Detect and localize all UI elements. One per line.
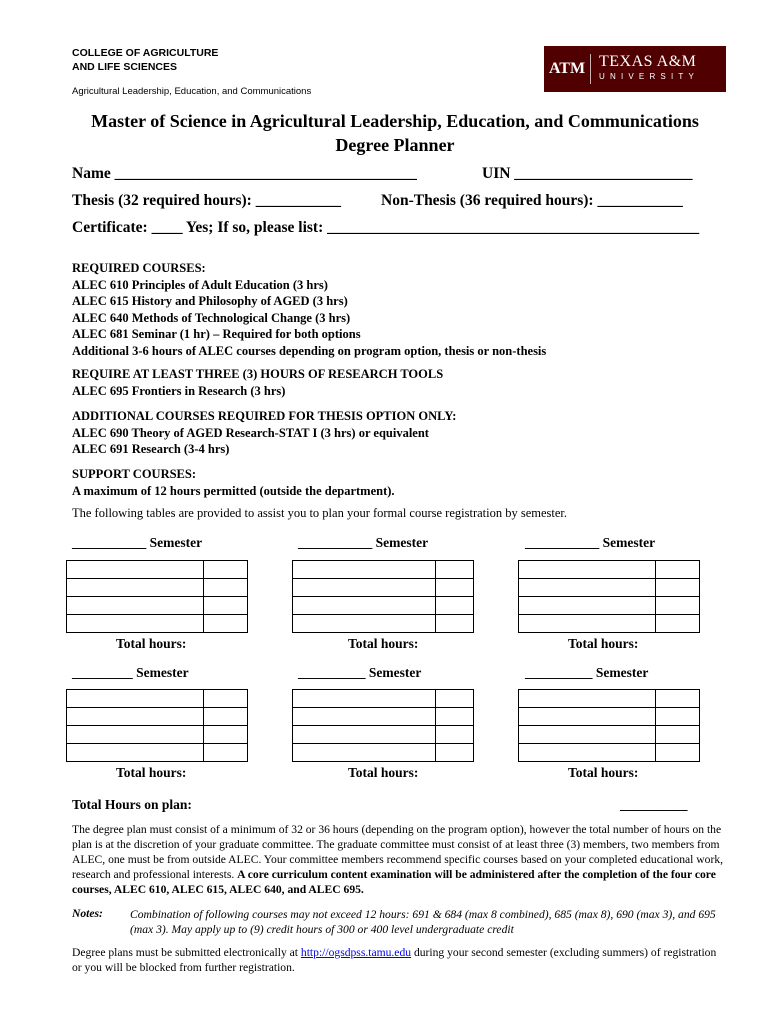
semester-table <box>292 689 474 762</box>
svg-text:ATM: ATM <box>548 59 586 77</box>
notes-text: Combination of following courses may not exceed 12 hours: 691 & 684 (max 8 combined), 685 (max 8), 690 (max 3), and 695 (max 3). May apply up to (9) credit hours of 300 or 400 level undergraduate credit <box>130 908 716 936</box>
certificate-field[interactable]: Certificate: ____ Yes; If so, please list: ________________________________________________ <box>72 219 700 236</box>
name-field[interactable]: Name _______________________________________ <box>72 165 417 182</box>
total-hours-label: Total hours: <box>348 765 419 780</box>
logo-line-2: UNIVERSITY <box>599 72 700 81</box>
required-courses <box>72 260 546 359</box>
list-item: ALEC 610 Principles of Adult Education (3 hrs) <box>72 277 328 292</box>
list-item: ALEC 681 Seminar (1 hr) – Required for both options <box>72 327 361 341</box>
list-item: ALEC 691 Research (3-4 hrs) <box>72 442 230 456</box>
total-hours-label: Total hours: <box>116 765 187 780</box>
paragraph-bold: A core curriculum content examination will be administered after the completion of the four core courses, ALEC 610, ALEC 615, ALEC 640, and ALEC 695. <box>72 868 716 896</box>
thesis-only-heading: ADDITIONAL COURSES REQUIRED FOR THESIS OPTION ONLY: <box>72 409 457 423</box>
atm-logo-icon <box>544 53 590 86</box>
tamu-logo <box>544 46 726 92</box>
list-item: ALEC 695 Frontiers in Research (3 hrs) <box>72 383 286 398</box>
list-item: ALEC 615 History and Philosophy of AGED (3 hrs) <box>72 294 348 308</box>
semester-label[interactable]: ___________ Semester <box>298 535 429 550</box>
college-line-2: AND LIFE SCIENCES <box>72 61 178 73</box>
required-heading: REQUIRED COURSES: <box>72 261 206 275</box>
semester-label[interactable]: __________ Semester <box>525 665 649 680</box>
semester-table <box>66 689 248 762</box>
semester-label[interactable]: ___________ Semester <box>72 535 203 550</box>
tables-intro: The following tables are provided to assist you to plan your formal course registration by semester. <box>72 506 568 520</box>
list-item: ALEC 690 Theory of AGED Research-STAT I (3 hrs) or equivalent <box>72 425 429 440</box>
research-heading: REQUIRE AT LEAST THREE (3) HOURS OF RESEARCH TOOLS <box>72 367 444 381</box>
logo-wordmark <box>599 54 699 84</box>
total-hours-label: Total hours: <box>348 636 419 651</box>
submission-paragraph <box>72 945 724 975</box>
list-item: Additional 3-6 hours of ALEC courses depending on program option, thesis or non-thesis <box>72 343 547 358</box>
list-item: A maximum of 12 hours permitted (outside the department). <box>72 483 395 498</box>
title-line-2: Degree Planner <box>335 135 455 155</box>
thesis-only-courses <box>72 408 456 458</box>
total-hours-on-plan-label: Total Hours on plan: <box>72 797 192 812</box>
support-courses <box>72 466 395 499</box>
department-name: Agricultural Leadership, Education, and Communications <box>72 86 312 97</box>
final-after: during your second semester (excluding summers) of registration or you will be blocked from further registration. <box>72 946 717 974</box>
ogsdpss-link[interactable]: http://ogsdpss.tamu.edu <box>300 946 412 959</box>
total-hours-label: Total hours: <box>568 765 639 780</box>
total-hours-label: Total hours: <box>568 636 639 651</box>
total-hours-on-plan-field[interactable]: __________ <box>620 797 688 812</box>
support-heading: SUPPORT COURSES: <box>72 467 197 481</box>
logo-divider <box>590 54 591 84</box>
degree-plan-paragraph <box>72 822 724 897</box>
paragraph-text: The degree plan must consist of a minimum of 32 or 36 hours (depending on the program option), however the total number of hours on the plan is at the discretion of your graduate committee. The graduate committee must consist of at least three (3) members, two members from ALEC, one must be from outside ALEC. Your committee members recommend specific courses based on your completed educational work, research and professional interests. <box>72 823 724 881</box>
semester-table <box>518 560 700 633</box>
semester-label[interactable]: ___________ Semester <box>525 535 656 550</box>
list-item: ALEC 640 Methods of Technological Change (3 hrs) <box>72 310 351 325</box>
thesis-hours-field[interactable]: Thesis (32 required hours): ___________ <box>72 192 341 209</box>
semester-label[interactable]: _________ Semester <box>72 665 189 680</box>
page-title <box>40 109 750 157</box>
nonthesis-hours-field[interactable]: Non-Thesis (36 required hours): ___________ <box>381 192 683 209</box>
logo-line-1: TEXAS A&M <box>599 53 697 70</box>
college-name <box>72 46 218 74</box>
notes-label: Notes: <box>72 907 103 920</box>
college-line-1: COLLEGE OF AGRICULTURE <box>72 47 219 59</box>
atm-mark-icon <box>548 53 586 81</box>
semester-label[interactable]: __________ Semester <box>298 665 422 680</box>
semester-table <box>292 560 474 633</box>
research-tools <box>72 366 443 399</box>
uin-field[interactable]: UIN _______________________ <box>482 165 693 182</box>
total-hours-label: Total hours: <box>116 636 187 651</box>
semester-table <box>518 689 700 762</box>
title-line-1: Master of Science in Agricultural Leadership, Education, and Communications <box>91 111 699 131</box>
semester-table <box>66 560 248 633</box>
final-before: Degree plans must be submitted electronically at <box>72 946 301 959</box>
